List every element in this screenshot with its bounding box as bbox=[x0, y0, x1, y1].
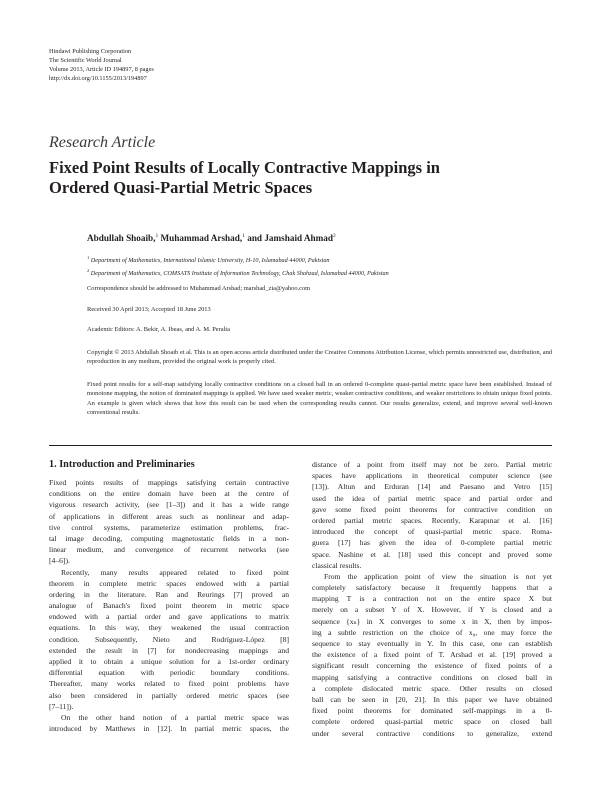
body-text-line: the existence of a fixed point of T. Arshad et al. [19] proved a bbox=[312, 650, 552, 660]
body-text-line: linear medium, and convergence of recurrent networks (see bbox=[49, 545, 289, 555]
body-text-line: space. Nashine et al. [18] used this concept and proved some bbox=[312, 549, 552, 559]
body-text-line: guera [17] has given the idea of 0-complete partial metric bbox=[312, 538, 552, 548]
author-name: Muhammad Arshad, bbox=[158, 233, 243, 244]
author-list bbox=[87, 233, 336, 243]
doi-link[interactable]: http://dx.doi.org/10.1155/2013/194897 bbox=[49, 75, 147, 82]
body-text-line: introduced by Matthews in [12]. In partial metric spaces, the bbox=[49, 724, 289, 734]
affiliation-mark: 1 bbox=[87, 255, 90, 260]
copyright-notice: Copyright © 2013 Abdullah Shoaib et al. This is an open access article distributed under the Creative Commons Attribution License, which permits unrestricted use, distribution, and reproduction in any medium, provided the original work is properly cited. bbox=[87, 349, 552, 366]
affiliation-text: Department of Mathematics, International Islamic University, H-10, Islamabad 44000, Pakistan bbox=[89, 257, 330, 265]
section-divider bbox=[49, 445, 552, 446]
body-text-line: [13]). Altun and Erduran [14] and Paesano and Vetro [15] bbox=[312, 482, 552, 492]
body-text-line: also been considered in partially ordered metric spaces (see bbox=[49, 690, 289, 700]
body-text-line: used the idea of partial metric space and partial order and bbox=[312, 493, 552, 503]
body-text-line: tal image decoding, computing magnetostatic fields in a non- bbox=[49, 533, 289, 543]
received-accepted-dates: Received 30 April 2013; Accepted 18 June 2013 bbox=[87, 306, 211, 313]
body-column-right bbox=[312, 459, 552, 739]
body-text-line: differential equation with periodic boundary conditions. bbox=[49, 668, 289, 678]
affiliation-mark: 2 bbox=[87, 268, 90, 274]
journal-header bbox=[49, 47, 154, 83]
body-text-line: [7–11]). bbox=[49, 701, 74, 711]
body-text-line: Recently, many results appeared related to fixed point bbox=[61, 567, 289, 577]
author-affiliation-mark: 1 bbox=[155, 233, 159, 239]
paper-title: Fixed Point Results of Locally Contractive Mappings in Ordered Quasi-Partial Metric Spaces bbox=[49, 158, 440, 197]
body-text-line: complete ordered quasi-partial metric space on closed ball bbox=[312, 717, 552, 727]
section-heading: 1. Introduction and Preliminaries bbox=[49, 459, 195, 470]
volume-info: Volume 2013, Article ID 194897, 8 pages bbox=[49, 66, 154, 73]
body-text-line: mapping satisfying a contractive conditions on closed ball in bbox=[312, 672, 552, 682]
body-text-line: classical results. bbox=[312, 560, 362, 570]
body-text-line: ball can be seen in [20, 21]. In this paper we have obtained bbox=[312, 694, 552, 704]
body-text-line: Fixed points results of mappings satisfying certain contractive bbox=[49, 478, 289, 487]
body-text-line: significant result concerning the existence of fixed points of a bbox=[312, 661, 552, 671]
affiliations bbox=[87, 253, 389, 279]
body-text-line: merely on a subset Y of X. However, if Y is closed and a bbox=[312, 605, 552, 615]
correspondence-note: Correspondence should be addressed to Muhammad Arshad; marshad_zia@yahoo.com bbox=[87, 285, 311, 292]
body-text-line: vigorous research activity, (see [1–3]) and it has a wide range bbox=[49, 500, 289, 510]
body-text-line: gave some fixed point theorems for contractive condition on bbox=[312, 504, 552, 514]
body-text-line: endowed with a partial order and gave applications to matrix bbox=[49, 612, 289, 622]
affiliation-line bbox=[87, 266, 389, 279]
body-text-line: mapping T is a contraction not on the entire space X but bbox=[312, 594, 552, 604]
body-text-line: applied it to obtain a unique solution for a 1st-order ordinary bbox=[49, 657, 289, 666]
journal-name: The Scientific World Journal bbox=[49, 57, 122, 64]
body-text-line: equations. In this way, they weakened the usual contraction bbox=[49, 623, 289, 633]
body-text-line: completely satisfactory because it frequently happens that a bbox=[312, 583, 552, 593]
body-text-line: analogue of Banach's fixed point theorem in metric space bbox=[49, 601, 289, 611]
article-type: Research Article bbox=[49, 134, 156, 151]
body-text-line: Thereafter, many works related to fixed point problems have bbox=[49, 679, 289, 689]
body-text-line: [4–6]). bbox=[49, 556, 70, 566]
body-text-line: conditions on the entire domain have been at the centre of bbox=[49, 489, 289, 499]
affiliation-text: Department of Mathematics, COMSATS Institute of Information Technology, Chak Shahzad, Islamabad 44000, Pakistan bbox=[89, 270, 389, 278]
author-name: Abdullah Shoaib, bbox=[87, 233, 156, 244]
body-text-line: introduced the concept of quasi-partial metric space. Roma- bbox=[312, 527, 552, 537]
body-text-line: of applications in different areas such as nonlinear and adap- bbox=[49, 511, 289, 521]
body-column-left bbox=[49, 477, 289, 734]
publisher-name: Hindawi Publishing Corporation bbox=[49, 48, 132, 55]
body-text-line: sequence to stay eventually in Y. In this case, one can establish bbox=[312, 639, 552, 648]
body-text-line: a complete dislocated metric space. Other results on closed bbox=[312, 683, 552, 693]
abstract-text: Fixed point results for a self-map satisfying locally contractive conditions on a closed ball in an ordered 0-complete quasi-partial metric space have been established. Instead of monotone mapping, the notion of dominated mappings is applied. We have used weaker metric, weaker contractive conditions, and weaker restrictions to obtain unique fixed points. An example is given which shows that how this result can be used when the corresponding results cannot. Our results generalize, extend, and improve several well-known conventional results. bbox=[87, 381, 552, 417]
body-text-line: theorem in complete metric spaces endowed with a partial bbox=[49, 578, 289, 588]
body-text-line: extended the result in [7] for nondecreasing mappings and bbox=[49, 645, 289, 655]
body-text-line: From the application point of view the situation is not yet bbox=[324, 571, 552, 581]
body-text-line: ing a subtle restriction on the choice of x₀, one may force the bbox=[312, 627, 552, 637]
author-name: and Jamshaid Ahmad bbox=[244, 233, 334, 244]
body-text-line: condition. Subsequently, Nieto and Rodríguez-López [8] bbox=[49, 634, 289, 644]
body-text-line: distance of a point from itself may not be zero. Partial metric bbox=[312, 460, 552, 469]
academic-editors: Academic Editors: A. Bekir, A. Ibeas, and A. M. Peralta bbox=[87, 326, 230, 333]
body-text-line: ordering in the literature. Ran and Reurings [7] proved an bbox=[49, 589, 289, 599]
body-text-line: sequence {xₙ} in X converges to some x in X, then by impos- bbox=[312, 616, 552, 626]
body-text-line: tive control systems, parameterize estimation problems, frac- bbox=[49, 522, 289, 532]
affiliation-line bbox=[87, 253, 389, 266]
body-text-line: On the other hand notion of a partial metric space was bbox=[61, 712, 289, 722]
body-text-line: fixed point theorems for dominated self-mappings in a 0- bbox=[312, 706, 552, 716]
body-text-line: ordered partial metric spaces. Recently, Karapınar et al. [16] bbox=[312, 515, 552, 525]
body-text-line: under several contractive conditions to generalize, extend bbox=[312, 728, 552, 738]
body-text-line: spaces have applications in theoretical computer science (see bbox=[312, 471, 552, 481]
author-affiliation-mark: 2 bbox=[333, 233, 336, 239]
author-affiliation-mark: 1 bbox=[242, 233, 245, 239]
